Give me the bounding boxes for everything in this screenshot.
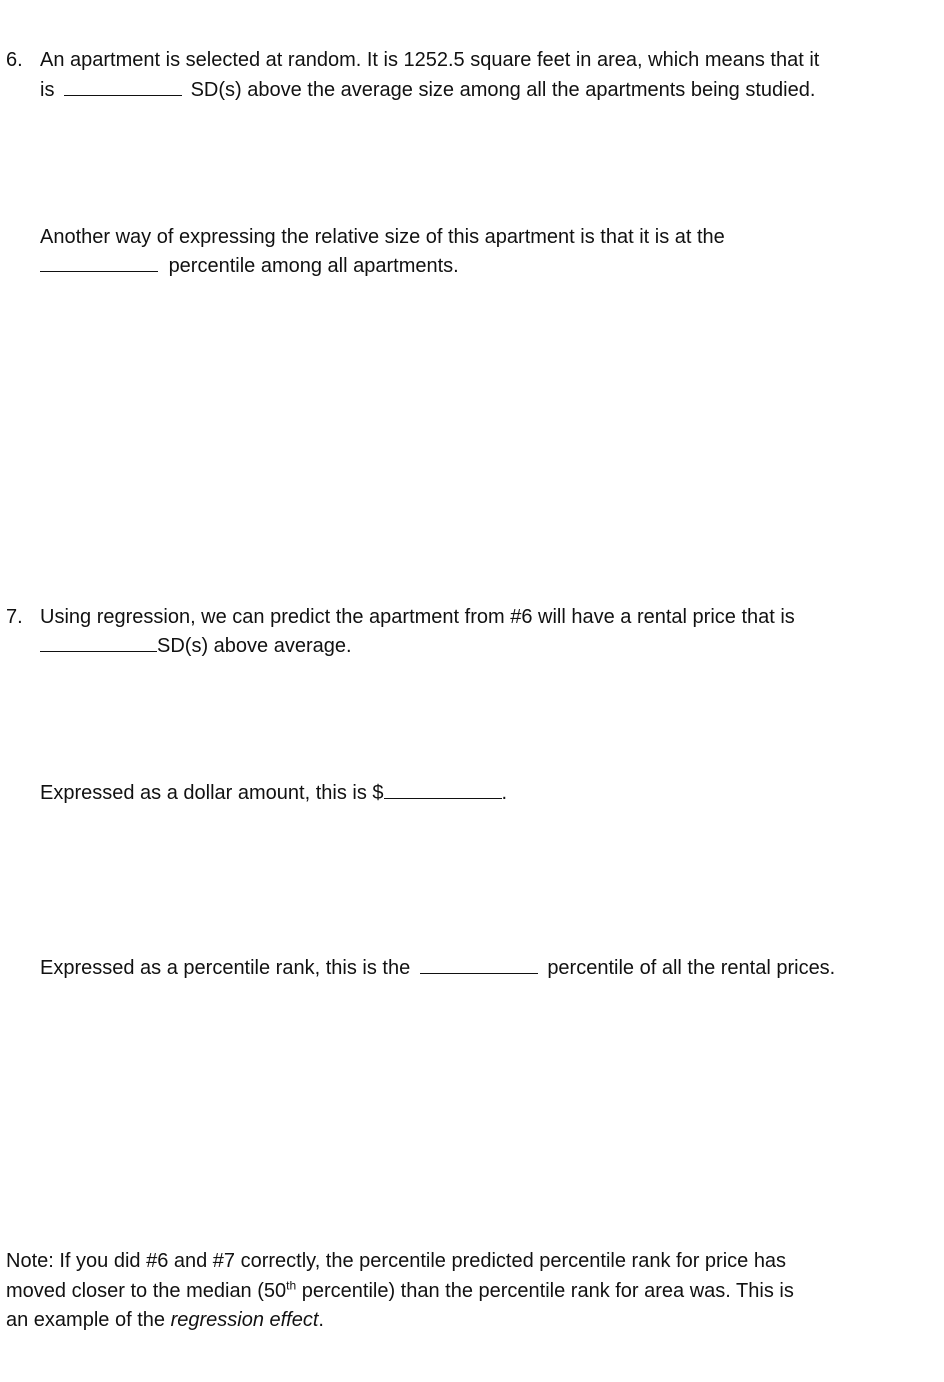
q7-percentile-prefix: Expressed as a percentile rank, this is the xyxy=(40,957,411,979)
q6-part2-line2 xyxy=(40,251,459,281)
q7-percentile-suffix: percentile of all the rental prices. xyxy=(547,957,836,979)
q6-number: 6. xyxy=(6,49,23,71)
note-line3-suffix: . xyxy=(318,1309,324,1331)
note-regression-effect-term: regression effect xyxy=(170,1309,319,1331)
q7-percentile-blank[interactable] xyxy=(420,953,538,974)
q7-number: 7. xyxy=(6,606,23,628)
q7-line2-suffix: SD(s) above average. xyxy=(157,635,352,657)
q6-text-line1: An apartment is selected at random. It is 1252.5 square feet in area, which means that it xyxy=(40,49,820,71)
note-line1: Note: If you did #6 and #7 correctly, the percentile predicted percentile rank for price has xyxy=(6,1250,787,1272)
note-line3 xyxy=(6,1305,324,1335)
q7-dollar-suffix: . xyxy=(501,782,508,804)
note-line3-prefix: an example of the xyxy=(6,1309,171,1331)
q7-dollar-blank[interactable] xyxy=(384,778,502,799)
q6-part2-line1: Another way of expressing the relative size of this apartment is that it is at the xyxy=(40,226,725,248)
note-line2-prefix: moved closer to the median (50 xyxy=(6,1280,287,1302)
q6-line2-suffix: SD(s) above the average size among all the apartments being studied. xyxy=(190,79,816,101)
q6-text-line2 xyxy=(40,75,815,105)
q7-dollar-prefix: Expressed as a dollar amount, this is $ xyxy=(40,782,384,804)
q7-sd-blank[interactable] xyxy=(40,631,157,652)
note-line2 xyxy=(6,1276,794,1306)
q6-percentile-blank[interactable] xyxy=(40,251,158,272)
q6-sd-blank[interactable] xyxy=(64,75,182,96)
q7-text-line2 xyxy=(40,631,352,661)
q7-text-line1: Using regression, we can predict the apartment from #6 will have a rental price that is xyxy=(40,606,795,628)
q7-dollar-line xyxy=(40,778,507,808)
q7-percentile-line xyxy=(40,953,835,983)
q6-line2-prefix: is xyxy=(40,79,55,101)
q6-part2-line2-suffix: percentile among all apartments. xyxy=(168,255,459,277)
note-line2-suffix: percentile) than the percentile rank for area was. This is xyxy=(296,1280,794,1302)
note-line2-superscript: th xyxy=(286,1278,297,1293)
